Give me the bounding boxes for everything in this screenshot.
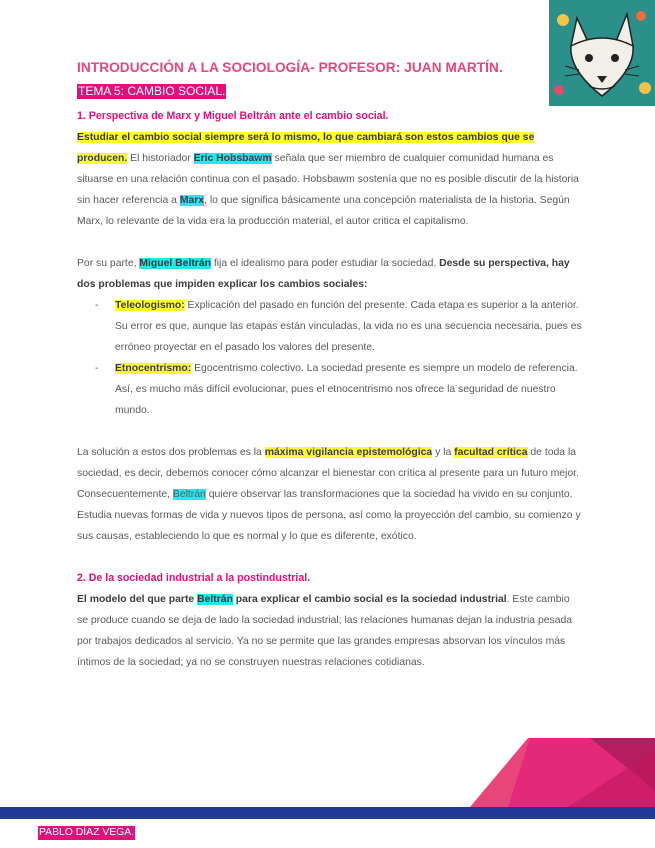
highlight-text: máxima vigilancia epistemológica — [264, 447, 433, 458]
highlight-term: Etnocentrismo: — [115, 363, 192, 374]
footer-author: PABLO DÍAZ VEGA. — [39, 827, 135, 838]
text-span: quiere observar las transformaciones que la sociedad ha vivido en su conjunto. Estudia nuevas formas de vida y nuevos tipos de persona, así como la proyección del cambio, su comienzo y sus causas, estableciendo lo que es normal y lo que es diferente, exótico. — [77, 489, 581, 542]
text-span: . Este cambio se produce cuando se deja de lado la sociedad industrial; las relaciones humanas dejan la industria pesada por trabajos dedicados al servicio. Ya no se permite que las grandes empresas absorvan los vínculos más íntimos de la sociedad; ya no se construyen nuestras relaciones cotidianas. — [77, 594, 573, 668]
bold-text: El modelo del que parte — [77, 594, 198, 605]
highlight-name: Marx — [179, 195, 205, 206]
highlight-text: facultad crítica — [454, 447, 528, 458]
section-1-heading: 1. Perspectiva de Marx y Miguel Beltrán ante el cambio social. — [77, 110, 389, 122]
highlight-text: Estudiar el cambio social siempre será lo mismo, lo que cambiará son estos cambios que se producen. — [77, 132, 535, 164]
text-span: El historiador — [127, 153, 194, 164]
topic-tag: TEMA 5: CAMBIO SOCIAL. — [78, 84, 226, 98]
bold-text: Desde su perspectiva, hay dos problemas que impiden explicar los cambios sociales: — [77, 258, 570, 290]
text-span: La solución a estos dos problemas es la — [77, 447, 265, 458]
highlight-name: Beltrán — [197, 594, 233, 605]
highlight-name: Eric Hobsbawm — [193, 153, 272, 164]
text-span: y la — [432, 447, 455, 458]
dash-bullet: - — [95, 300, 99, 311]
text-span: Por su parte, — [77, 258, 140, 269]
highlight-name: Beltrán — [172, 489, 206, 500]
highlight-term: Teleologismo: — [115, 300, 185, 311]
footer-bar — [0, 807, 655, 819]
text-span: señala que ser miembro de cualquier comunidad humana es situarse en una relación continua con el pasado. Hobsbawm sostenía que no es posible discutir de la historia sin hacer referencia a — [77, 153, 579, 206]
highlight-name: Miguel Beltrán — [139, 258, 211, 269]
text-span: Egocentrismo colectivo. La sociedad presente es siempre un modelo de referencia. Así, es mucho más difícil evolucionar, pues el etnocentrismo nos ofrece la seguridad de nuestro mundo. — [115, 363, 578, 416]
section-2-heading: 2. De la sociedad industrial a la postindustrial. — [77, 572, 311, 584]
text-span: Explicación del pasado en función del presente. Cada etapa es superior a la anterior. Su error es que, aunque las etapas están vinculadas, la vida no es una secuencia necesaria, pues es erróneo proyectar en el pasado los valores del presente. — [115, 300, 582, 353]
text-span: de toda la sociedad, es decir, debemos conocer cómo alcanzar el bienestar con crítica al presente para un futuro mejor. Consecuentemente, — [77, 447, 579, 500]
page-title: INTRODUCCIÓN A LA SOCIOLOGÍA- PROFESOR: JUAN MARTÍN. — [77, 60, 503, 75]
dash-bullet: - — [95, 363, 99, 374]
text-span: fija el idealismo para poder estudiar la sociedad. — [210, 258, 440, 269]
bold-text: para explicar el cambio social es la sociedad industrial — [232, 594, 507, 605]
text-span: , lo que significa básicamente una concepción materialista de la historia. Según Marx, lo relevante de la vida era la producción material, el autor critica el capitalismo. — [77, 195, 570, 227]
